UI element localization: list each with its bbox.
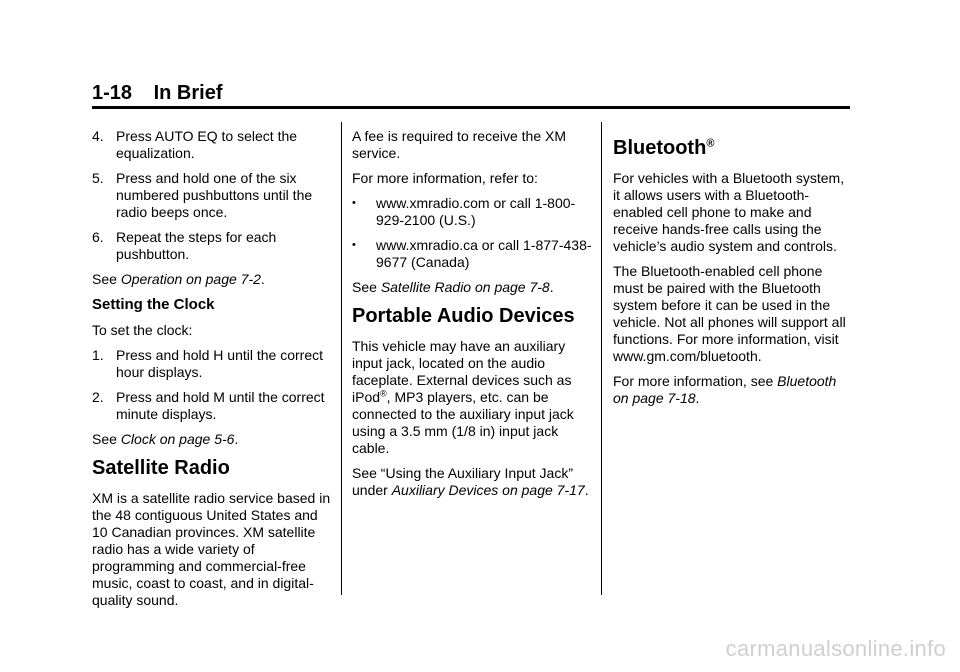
bluetooth-paragraph: For vehicles with a Bluetooth system, it allows users with a Bluetooth-enabled cell phone to make and receive hands-free calls using the vehicle’s audio system and controls. [613, 170, 845, 254]
page-reference-link[interactable]: Satellite Radio on page 7-8 [380, 279, 550, 295]
see-reference: See Satellite Radio on page 7-8. [352, 279, 554, 295]
portable-audio-body: This vehicle may have an auxiliary input jack, located on the audio faceplate. External devices such as iPod®, MP3 players, etc. can be connected to the auxiliary input jack using a 3.5 mm (1/8 in) input jack cable. [352, 338, 574, 456]
bullet-icon: • [352, 197, 356, 209]
page-number: 1-18 [92, 82, 133, 104]
portable-audio-heading: Portable Audio Devices [352, 305, 575, 327]
column-3 [613, 128, 853, 415]
page-header [92, 80, 850, 109]
page-reference-link[interactable]: Bluetooth on page 7-18 [613, 373, 837, 406]
bullet-icon: • [352, 239, 356, 251]
list-item: 1. Press and hold H until the correct hour displays. [92, 347, 323, 380]
clock-intro: To set the clock: [92, 322, 193, 338]
see-reference: See Clock on page 5-6. [92, 431, 239, 447]
fee-text: A fee is required to receive the XM service. [352, 128, 566, 161]
list-item: • www.xmradio.com or call 1-800-929-2100 (U.S.) [352, 195, 576, 228]
list-item: 5. Press and hold one of the six numbered pushbuttons until the radio beeps once. [92, 170, 313, 220]
see-reference: See “Using the Auxiliary Input Jack” under Auxiliary Devices on page 7-17. [352, 465, 589, 498]
more-info-text: For more information, refer to: [352, 170, 538, 186]
bluetooth-heading: Bluetooth® [613, 137, 715, 159]
see-reference: See Operation on page 7-2. [92, 271, 265, 287]
satellite-radio-body: XM is a satellite radio service based in the 48 contiguous United States and 10 Canadian provinces. XM satellite radio has a wide variety of programming and commercial-free music, coast to coast, and in digital-quality sound. [92, 490, 331, 608]
bluetooth-paragraph: The Bluetooth-enabled cell phone must be paired with the Bluetooth system before it can be used in the vehicle. Not all phones will support all functions. For more information, visit www.gm.com/bluetooth. [613, 263, 846, 364]
column-1 [92, 128, 332, 617]
watermark: carmanualsonline.info [725, 636, 946, 661]
section-title: In Brief [153, 82, 223, 104]
satellite-radio-heading: Satellite Radio [92, 457, 230, 479]
column-2 [352, 128, 592, 507]
page-reference-link[interactable]: Clock on page 5-6 [120, 431, 235, 447]
list-item: • www.xmradio.ca or call 1-877-438-9677 (Canada) [352, 237, 592, 270]
page-reference-link[interactable]: Operation on page 7-2 [120, 271, 261, 287]
column-divider [341, 122, 342, 595]
page-reference-link[interactable]: Auxiliary Devices on page 7-17 [391, 482, 585, 498]
list-item: 6. Repeat the steps for each pushbutton. [92, 229, 277, 262]
clock-heading: Setting the Clock [92, 296, 215, 313]
see-reference: For more information, see Bluetooth on page 7-18. [613, 373, 837, 406]
column-divider [601, 122, 602, 595]
list-item: 2. Press and hold M until the correct minute displays. [92, 389, 325, 422]
list-item: 4. Press AUTO EQ to select the equalization. [92, 128, 298, 161]
